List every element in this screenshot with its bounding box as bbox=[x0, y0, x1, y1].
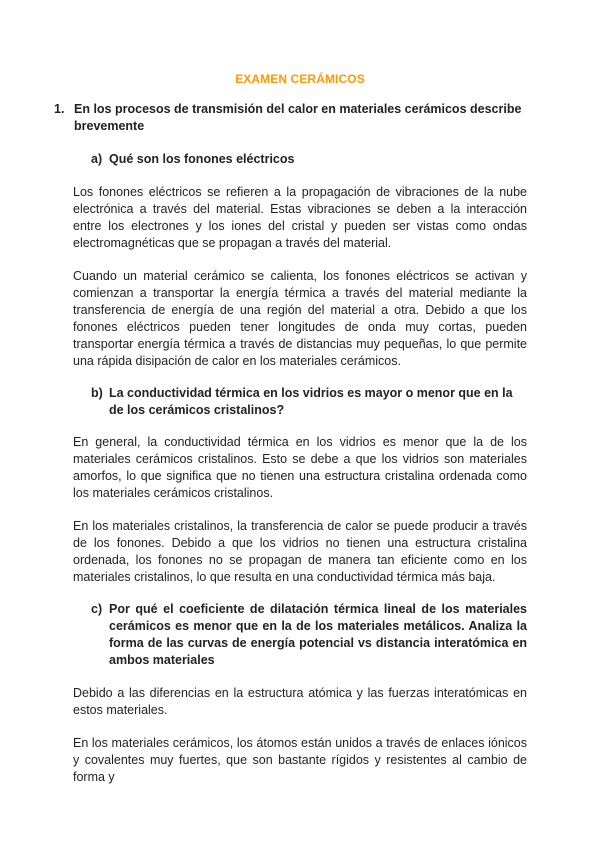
subquestion-text: Qué son los fonones eléctricos bbox=[109, 152, 295, 166]
paragraph-c2: En los materiales cerámicos, los átomos están unidos a través de enlaces iónicos y covalentes muy fuertes, que son bastante rígidos y resistentes al cambio de forma y bbox=[73, 736, 527, 784]
exam-title: EXAMEN CERÁMICOS bbox=[235, 72, 365, 86]
paragraph-b2: En los materiales cristalinos, la transferencia de calor se puede producir a través de los fonones. Debido a que los vidrios no tienen una estructura cristalina ordenada, los fonones no se propagan de manera tan eficiente como en los materiales cristalinos, lo que resulta en una conductividad térmica más baja. bbox=[73, 519, 527, 584]
paragraph-c1: Debido a las diferencias en la estructura atómica y las fuerzas interatómicas en estos materiales. bbox=[73, 686, 527, 717]
subquestion-letter: b) bbox=[91, 386, 103, 400]
subquestion-b bbox=[91, 385, 527, 419]
subquestion-letter: a) bbox=[91, 152, 103, 166]
question-1 bbox=[54, 101, 534, 135]
question-text: En los procesos de transmisión del calor en materiales cerámicos describe brevemente bbox=[74, 102, 522, 133]
paragraph-a1: Los fonones eléctricos se refieren a la propagación de vibraciones de la nube electrónica a través del material. Estas vibraciones se deben a la interacción entre los electrones y los iones del cristal y pueden ser vistas como ondas electromagnéticas que se propagan a través del material. bbox=[73, 185, 527, 250]
subquestion-letter: c) bbox=[91, 602, 103, 616]
subquestion-text: La conductividad térmica en los vidrios es mayor o menor que en la de los cerámicos cristalinos? bbox=[109, 386, 513, 417]
subquestion-a bbox=[91, 151, 527, 168]
subquestion-text: Por qué el coeficiente de dilatación térmica lineal de los materiales cerámicos es menor que en la de los materiales metálicos. Analiza la forma de las curvas de energía potencial vs distancia interatómica en ambos materiales bbox=[109, 602, 527, 667]
paragraph-a2: Cuando un material cerámico se calienta, los fonones eléctricos se activan y comienzan a transportar la energía térmica a través del material mediante la transferencia de energía de una región del material a otra. Debido a que los fonones eléctricos pueden tener longitudes de onda muy cortas, pueden transportar energía térmica a través de distancias muy pequeñas, lo que permite una rápida disipación de calor en los materiales cerámicos. bbox=[73, 269, 527, 368]
paragraph-b1: En general, la conductividad térmica en los vidrios es menor que la de los materiales cerámicos cristalinos. Esto se debe a que los vidrios son materiales amorfos, lo que significa que no tienen una estructura cristalina ordenada como los materiales cerámicos cristalinos. bbox=[73, 435, 527, 500]
question-number: 1. bbox=[54, 102, 65, 116]
subquestion-c bbox=[91, 601, 527, 669]
